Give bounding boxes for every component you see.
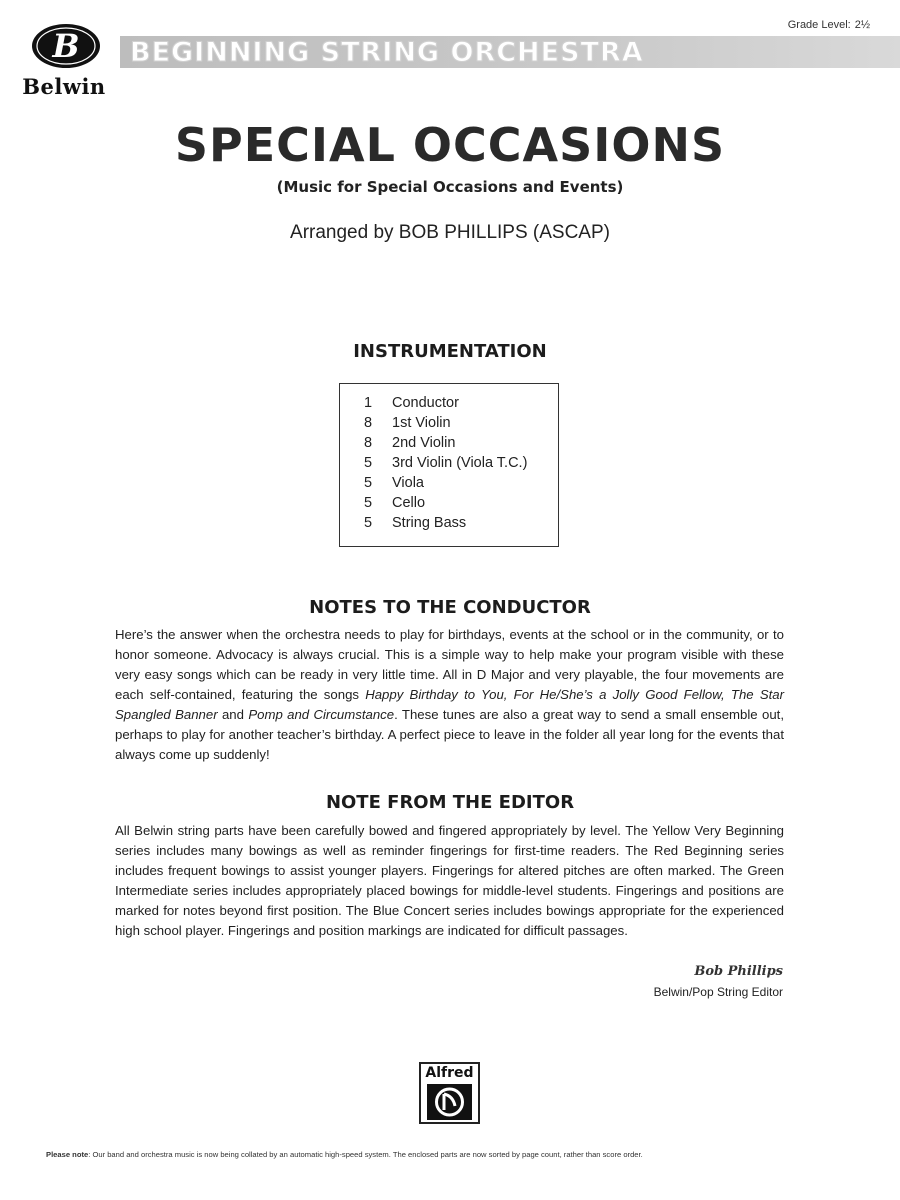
notes-text-part: . These tunes are also a great way to send a small ensemble out, perhaps to play for another teacher’s birthday. A perfect piece to leave in the folder all year long for the events that always come up suddenly! bbox=[115, 707, 784, 762]
page-subtitle: (Music for Special Occasions and Events) bbox=[276, 178, 624, 196]
alfred-music-icon bbox=[427, 1084, 472, 1120]
instrumentation-list bbox=[364, 395, 527, 535]
instrument-qty: 5 bbox=[364, 515, 373, 531]
notes-conductor-text bbox=[115, 625, 784, 765]
instrument-row bbox=[364, 455, 527, 475]
notes-text-part: Here’s the answer when the orchestra needs to play for birthdays, events at the school or in the community, or to honor someone. Advocacy is always crucial. This is a simple way to help make your program visible with these very easy songs which can be ready in very little time. All in D Major and very playable, the four movements are each self-contained, featuring the songs bbox=[115, 627, 784, 702]
series-banner bbox=[120, 36, 900, 68]
notes-and: and bbox=[217, 707, 249, 722]
instrument-name: String Bass bbox=[392, 515, 467, 531]
instrument-row bbox=[364, 475, 527, 495]
editor-signature: Bob Phillips bbox=[694, 964, 783, 979]
page-title: SPECIAL OCCASIONS bbox=[174, 118, 726, 172]
alfred-logo bbox=[419, 1062, 480, 1124]
song-titles: Happy Birthday to You, For He/She’s a Jolly Good Fellow, The Star Spangled Banner bbox=[115, 687, 784, 722]
song-title: Pomp and Circumstance bbox=[248, 707, 395, 722]
notes-conductor-heading: NOTES TO THE CONDUCTOR bbox=[309, 597, 591, 618]
instrument-name: Cello bbox=[392, 495, 426, 511]
svg-text:B: B bbox=[52, 27, 80, 65]
instrument-qty: 5 bbox=[364, 495, 373, 511]
footnote-label: Please note bbox=[46, 1150, 89, 1159]
note-editor-heading: NOTE FROM THE EDITOR bbox=[325, 792, 575, 813]
instrument-name: Conductor bbox=[392, 395, 459, 411]
instrument-name: 1st Violin bbox=[392, 415, 451, 431]
belwin-logo bbox=[8, 22, 120, 100]
grade-level bbox=[784, 19, 870, 31]
instrumentation-heading: INSTRUMENTATION bbox=[353, 341, 547, 362]
alfred-logo-text: Alfred bbox=[425, 1065, 474, 1081]
instrument-qty: 8 bbox=[364, 415, 373, 431]
instrument-row bbox=[364, 395, 527, 415]
instrument-name: 2nd Violin bbox=[392, 435, 456, 451]
note-editor-text bbox=[115, 821, 784, 941]
editor-paragraph: All Belwin string parts have been carefully bowed and fingered appropriately by level. The Yellow Very Beginning series includes many bowings as well as reminder fingerings for first-time readers. The Red Beginning series includes frequent bowings to assist younger players. Fingerings for altered pitches are often marked. The Green Intermediate series includes appropriately placed bowings for middle-level students. Fingerings and positions are marked for notes beyond first position. The Blue Concert series includes bowings appropriate for the experienced high school player. Fingerings and position markings are indicated for difficult passages. bbox=[115, 823, 784, 938]
instrument-row bbox=[364, 435, 527, 455]
editor-role: Belwin/Pop String Editor bbox=[653, 985, 783, 999]
footnote bbox=[46, 1150, 866, 1159]
instrument-name: 3rd Violin (Viola T.C.) bbox=[392, 455, 528, 471]
instrument-name: Viola bbox=[392, 475, 424, 491]
instrument-qty: 8 bbox=[364, 435, 373, 451]
series-title: BEGINNING STRING ORCHESTRA bbox=[130, 37, 644, 68]
footnote-text: : Our band and orchestra music is now being collated by an automatic high-speed system. The enclosed parts are now sorted by page count, rather than score order. bbox=[88, 1150, 643, 1159]
grade-value: 2½ bbox=[854, 19, 870, 31]
instrument-qty: 5 bbox=[364, 455, 373, 471]
belwin-b-icon bbox=[30, 22, 102, 70]
instrument-row bbox=[364, 415, 527, 435]
instrument-qty: 1 bbox=[364, 395, 373, 411]
instrument-qty: 5 bbox=[364, 475, 373, 491]
instrumentation-box bbox=[339, 383, 559, 547]
grade-label: Grade Level: bbox=[787, 19, 851, 31]
logo-text: Belwin bbox=[22, 74, 106, 99]
instrument-row bbox=[364, 495, 527, 515]
instrument-row bbox=[364, 515, 527, 535]
arranger-credit: Arranged by BOB PHILLIPS (ASCAP) bbox=[290, 222, 610, 243]
